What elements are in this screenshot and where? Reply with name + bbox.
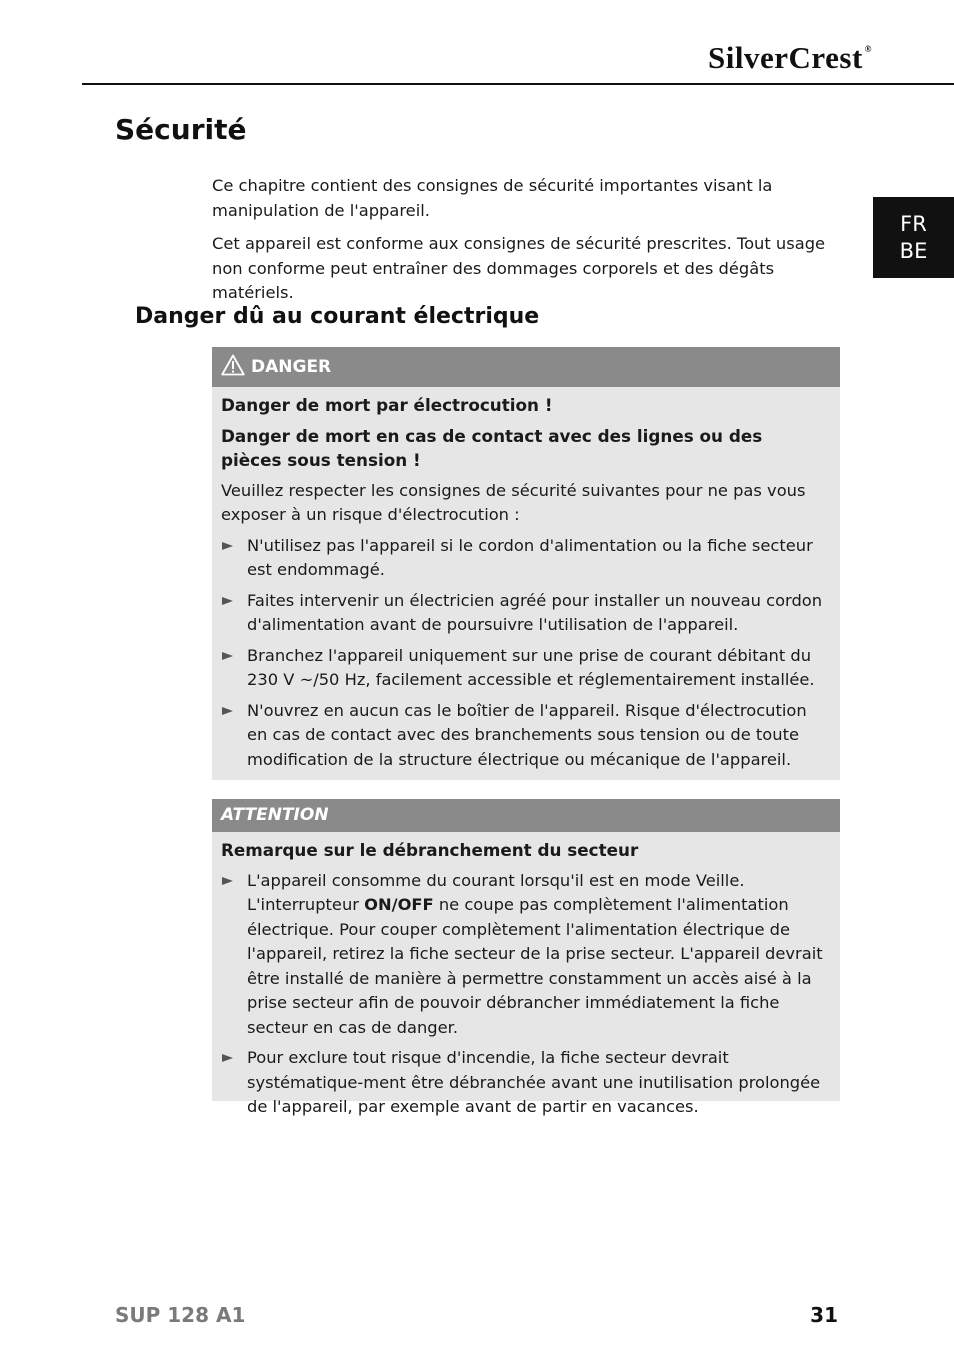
list-item-text: ne coupe pas complètement l'alimentation électrique. Pour couper complètement l'alimentation électrique de l'appareil, retirez la fiche secteur de la prise secteur. L'appareil devrait être installé de manière à permettre constamment un accès aisé à la prise secteur afin de pouvoir débrancher immédiatement la fiche secteur en cas de danger. [247,895,823,1037]
page-title: Sécurité [115,113,247,146]
list-item-text: Pour exclure tout risque d'incendie, la fiche secteur devrait systématique-ment être débranchée avant une inutilisation prolongée de l'appareil, par exemple avant de partir en vacances. [247,1048,821,1116]
attention-label: ATTENTION [221,805,329,825]
page-number: 31 [810,1303,838,1327]
list-item [221,869,828,1041]
intro-text [212,174,842,315]
attention-heading: Remarque sur le débranchement du secteur [221,840,639,860]
section-title: Danger dû au courant électrique [135,304,540,329]
danger-lead: Veuillez respecter les consignes de sécurité suivantes pour ne pas vous exposer à un risque d'électrocution : [221,480,806,524]
list-item-text: N'utilisez pas l'appareil si le cordon d'alimentation ou la fiche secteur est endommagé. [247,535,813,579]
list-item [221,589,828,638]
list-item-text: N'ouvrez en aucun cas le boîtier de l'appareil. Risque d'électrocution en cas de contact avec des branchements sous tension ou de toute modification de la structure électrique ou mécanique de l'appareil. [247,700,807,769]
list-item-text: L'appareil consomme du courant lorsqu'il est en mode Veille. L'interrupteur [247,870,745,914]
bullet-arrow-icon [222,652,233,660]
intro-paragraph: Cet appareil est conforme aux consignes de sécurité prescrites. Tout usage non conforme peut entraîner des dommages corporels et des dégâts matériels. [212,234,826,302]
brand-logo [708,40,872,76]
danger-label: DANGER [251,357,332,377]
bullet-arrow-icon [222,597,233,605]
list-item-text: Branchez l'appareil uniquement sur une prise de courant débitant du 230 V ~/50 Hz, facilement accessible et réglementairement installée. [247,645,815,689]
list-item [221,1046,828,1120]
attention-body [212,832,840,1120]
danger-body [212,387,840,772]
list-item [221,644,828,693]
attention-header [212,799,840,832]
bullet-arrow-icon [222,877,233,885]
brand-name: SilverCrest [708,40,863,75]
lang-tab-line2: BE [899,239,928,263]
bullet-arrow-icon [222,707,233,715]
lang-tab-line1: FR [900,212,927,236]
language-tab [873,197,954,278]
list-item [221,699,828,773]
list-item [221,534,828,583]
danger-heading: Danger de mort par électrocution ! [221,395,553,415]
danger-header [212,347,840,387]
on-off-label: ON/OFF [364,895,434,914]
intro-paragraph: Ce chapitre contient des consignes de sécurité importantes visant la manipulation de l'appareil. [212,176,773,220]
registered-mark: ® [864,44,872,54]
header-rule [82,83,954,85]
attention-box [212,799,840,1116]
bullet-arrow-icon [222,542,233,550]
danger-heading: Danger de mort en cas de contact avec des lignes ou des pièces sous tension ! [221,425,763,470]
list-item-text: Faites intervenir un électricien agréé pour installer un nouveau cordon d'alimentation avant de poursuivre l'utilisation de l'appareil. [247,590,823,634]
footer-model: SUP 128 A1 [115,1303,246,1327]
warning-triangle-icon [221,354,245,376]
bullet-arrow-icon [222,1054,233,1062]
danger-box [212,347,840,780]
